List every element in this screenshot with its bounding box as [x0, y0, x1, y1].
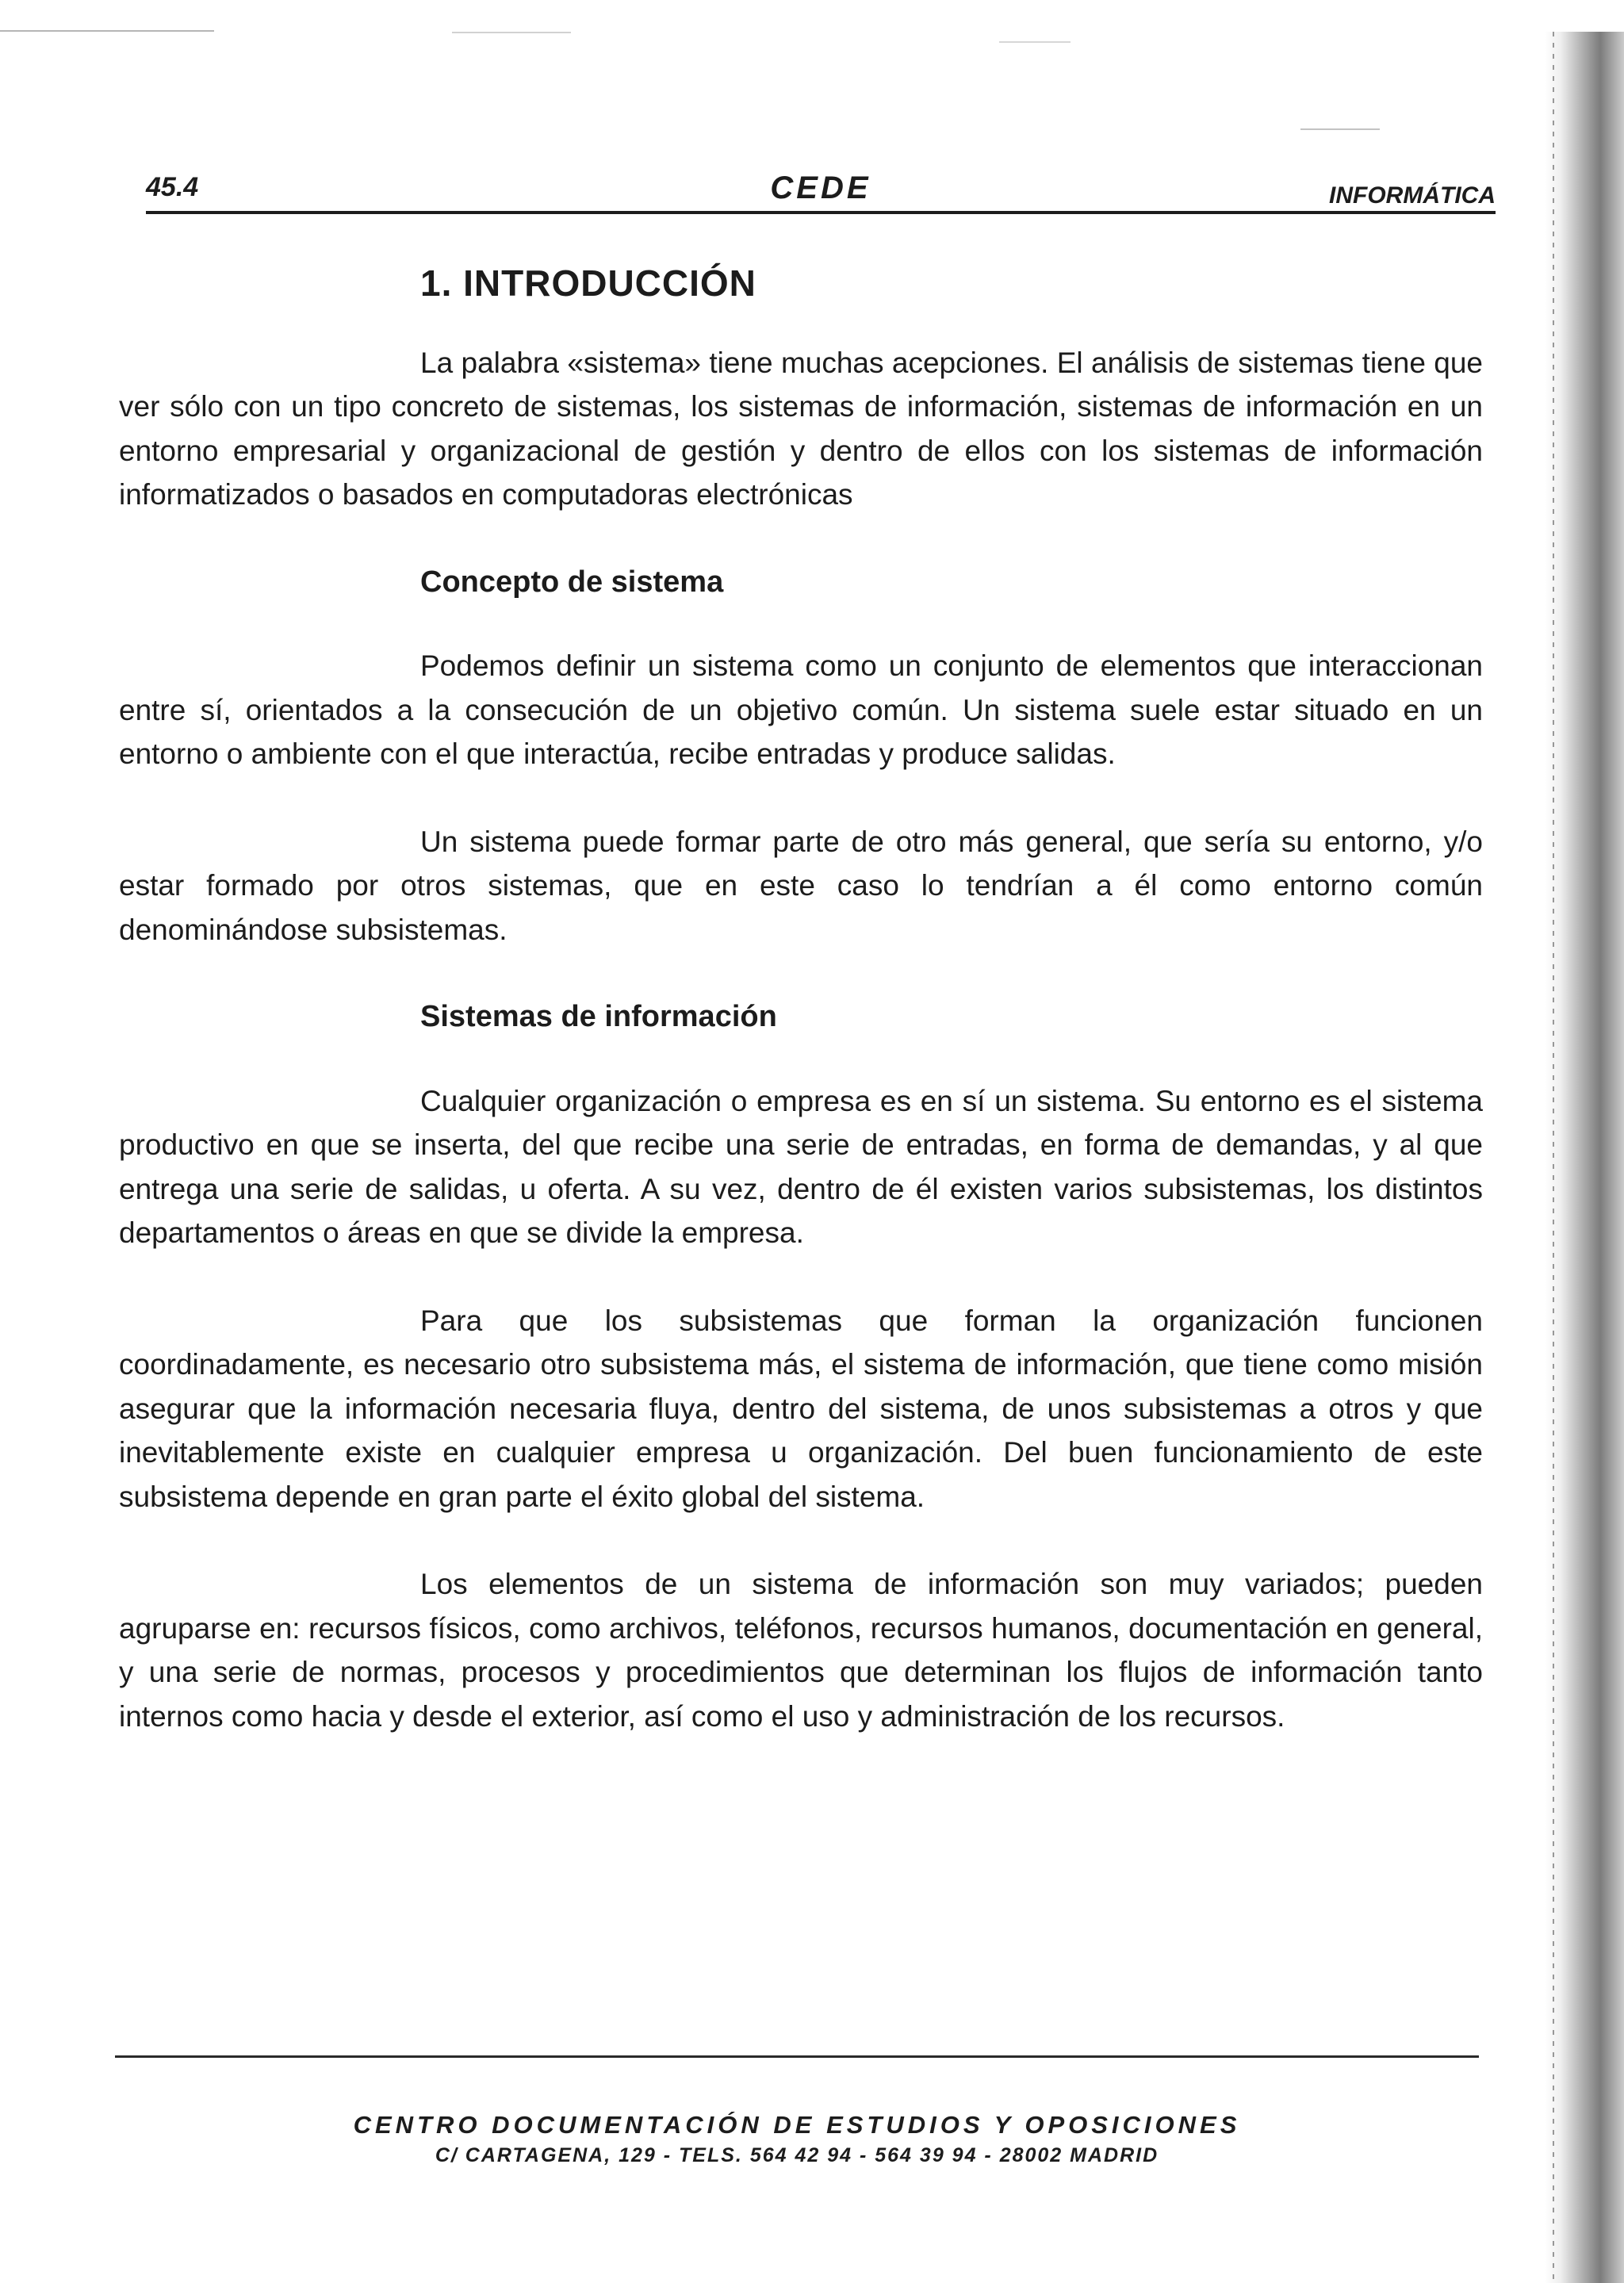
paragraph: Cualquier organización o empresa es en sí un sistema. Su entorno es el sistema productivo en que se inserta, del que recibe una serie de entradas, en forma de demandas, y al que entrega una serie de salidas, u oferta. A su vez, dentro de él existen varios subsistemas, los distintos departamentos o áreas en que se divide la empresa. [119, 1084, 1483, 1249]
header-rule [146, 211, 1496, 214]
paragraph: Podemos definir un sistema como un conjunto de elementos que interaccionan entre sí, orientados a la consecución de un objetivo común. Un sistema suele estar situado en un entorno o ambiente con el que interactúa, recibe entradas y produce salidas. [119, 649, 1483, 770]
footer-address: C/ CARTAGENA, 129 - TELS. 564 42 94 - 564 39 94 - 28002 MADRID [435, 2144, 1159, 2166]
scan-mark [1300, 128, 1380, 130]
scan-mark [999, 41, 1071, 43]
footer-organization: CENTRO DOCUMENTACIÓN DE ESTUDIOS Y OPOSICIONES [353, 2111, 1241, 2139]
section-title: 1. INTRODUCCIÓN [420, 262, 756, 304]
intro-paragraph: La palabra «sistema» tiene muchas acepciones. El análisis de sistemas tiene que ver sólo con un tipo concreto de sistemas, los sistemas de información, sistemas de información en un entorno empresarial y organizacional de gestión y dentro de ellos con los sistemas de información informatizados o basados en computadoras electrónicas [119, 346, 1483, 511]
page-number: 45.4 [146, 172, 199, 202]
publisher-logo: CEDE [770, 170, 871, 205]
page-header [146, 159, 1496, 214]
subject-label: INFORMÁTICA [1329, 182, 1496, 209]
binding-shadow [1545, 32, 1624, 2283]
subheading-informacion: Sistemas de información [420, 1000, 777, 1033]
scan-mark [452, 32, 571, 33]
page-footer [115, 2109, 1479, 2170]
document-body [119, 262, 1483, 1782]
footer-rule [115, 2055, 1479, 2058]
paragraph: Los elementos de un sistema de información son muy variados; pueden agruparse en: recursos físicos, como archivos, teléfonos, recursos humanos, documentación en general, y una serie de normas, procesos y procedimientos que determinan los flujos de información tanto internos como hacia y desde el exterior, así como el uso y administración de los recursos. [119, 1568, 1483, 1733]
paragraph: Un sistema puede formar parte de otro más general, que sería su entorno, y/o estar formado por otros sistemas, que en este caso lo tendrían a él como entorno común denominándose subsistemas. [119, 825, 1483, 946]
subheading-concepto: Concepto de sistema [420, 565, 724, 599]
scan-mark [0, 30, 214, 32]
paragraph: Para que los subsistemas que forman la organización funcionen coordinadamente, es necesario otro subsistema más, el sistema de información, que tiene como misión asegurar que la información necesaria fluya, dentro del sistema, de unos subsistemas a otros y que inevitablemente existe en cualquier empresa u organización. Del buen funcionamiento de este subsistema depende en gran parte el éxito global del sistema. [119, 1304, 1483, 1513]
